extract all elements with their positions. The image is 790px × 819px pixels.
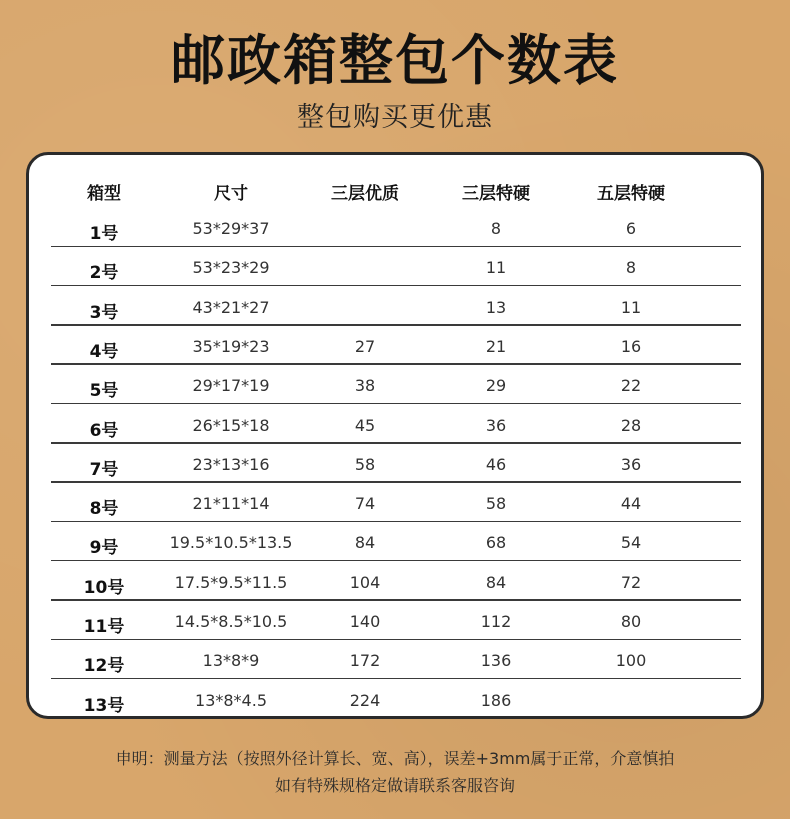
table-row	[51, 483, 741, 522]
row-3ply-hard: 58	[485, 494, 507, 514]
row-5ply-hard: 16	[620, 336, 642, 356]
header-box-type: 箱型	[87, 184, 121, 204]
row-5ply-hard: 28	[620, 415, 642, 435]
table-row	[51, 365, 741, 404]
table-row	[51, 405, 741, 444]
row-box-type: 12号	[83, 656, 125, 677]
row-box-type: 2号	[89, 263, 119, 284]
header-3ply-quality: 三层优质	[331, 184, 399, 204]
row-size: 14.5*8.5*10.5	[174, 612, 288, 631]
header-5ply-hard: 五层特硬	[597, 184, 665, 204]
page-title: 邮政箱整包个数表	[171, 29, 619, 92]
row-size: 53*29*37	[192, 219, 270, 238]
row-size: 19.5*10.5*13.5	[169, 533, 293, 553]
row-3ply-hard: 13	[485, 297, 507, 317]
custom-order-note: 如有特殊规格定做请联系客服咨询	[274, 776, 515, 795]
table-row	[51, 247, 741, 286]
header-3ply-hard: 三层特硬	[462, 184, 530, 204]
row-box-type: 3号	[89, 302, 119, 323]
row-5ply-hard: 72	[620, 572, 642, 592]
row-3ply-hard: 29	[485, 376, 507, 396]
row-size: 21*11*14	[192, 494, 270, 514]
row-5ply-hard: 54	[620, 533, 642, 553]
row-3ply-hard: 68	[485, 533, 507, 553]
row-size: 29*17*19	[192, 376, 270, 396]
size-table	[26, 152, 764, 719]
row-box-type: 13号	[83, 695, 125, 716]
row-5ply-hard: 11	[620, 297, 642, 317]
row-5ply-hard: 80	[620, 612, 642, 631]
row-5ply-hard: 22	[620, 376, 642, 396]
row-box-type: 8号	[89, 499, 119, 520]
row-box-type: 11号	[83, 617, 125, 637]
row-size: 13*8*4.5	[195, 690, 267, 710]
row-size: 23*13*16	[192, 454, 270, 474]
row-3ply-hard: 112	[480, 612, 512, 631]
row-size: 43*21*27	[192, 297, 270, 317]
row-box-type: 5号	[89, 381, 119, 402]
row-3ply-quality: 140	[349, 612, 381, 631]
row-3ply-hard: 186	[480, 690, 512, 710]
table-row	[51, 562, 741, 601]
table-row	[51, 640, 741, 679]
row-5ply-hard: 44	[620, 494, 642, 514]
table-row	[51, 522, 741, 561]
table-row	[51, 326, 741, 365]
row-5ply-hard: 36	[620, 454, 642, 474]
row-3ply-quality: 74	[354, 494, 376, 514]
row-3ply-quality: 45	[354, 415, 376, 435]
row-3ply-quality: 27	[354, 336, 376, 356]
row-3ply-quality: 104	[349, 572, 381, 592]
row-box-type: 6号	[89, 420, 119, 441]
row-3ply-quality: 172	[349, 651, 381, 671]
disclaimer-note: 申明：测量方法（按照外径计算长、宽、高），误差+3mm属于正常，介意慎拍	[115, 749, 675, 768]
table-row	[51, 208, 741, 247]
row-size: 26*15*18	[192, 415, 270, 435]
row-3ply-hard: 36	[485, 415, 507, 435]
table-row	[51, 287, 741, 326]
row-3ply-quality: 84	[354, 533, 376, 553]
row-3ply-quality: 38	[354, 376, 376, 396]
row-box-type: 1号	[89, 224, 119, 244]
row-3ply-hard: 8	[490, 219, 502, 238]
row-3ply-hard: 11	[485, 258, 507, 278]
row-5ply-hard: 6	[625, 219, 637, 238]
row-box-type: 10号	[83, 577, 125, 598]
row-size: 35*19*23	[192, 336, 270, 356]
row-3ply-hard: 84	[485, 572, 507, 592]
table-row	[51, 680, 741, 719]
row-size: 17.5*9.5*11.5	[174, 572, 288, 592]
row-3ply-quality: 224	[349, 690, 381, 710]
header-size: 尺寸	[214, 184, 248, 204]
row-3ply-hard: 136	[480, 651, 512, 671]
table-row	[51, 601, 741, 640]
row-size: 13*8*9	[202, 651, 260, 671]
row-box-type: 4号	[89, 341, 119, 362]
table-row	[51, 444, 741, 483]
row-3ply-quality: 58	[354, 454, 376, 474]
row-5ply-hard: 100	[615, 651, 647, 671]
row-box-type: 7号	[89, 459, 119, 480]
row-3ply-hard: 21	[485, 336, 507, 356]
row-5ply-hard: 8	[625, 258, 637, 278]
row-box-type: 9号	[89, 538, 119, 559]
row-3ply-hard: 46	[485, 454, 507, 474]
page-subtitle: 整包购买更优惠	[297, 102, 493, 133]
row-size: 53*23*29	[192, 258, 270, 278]
